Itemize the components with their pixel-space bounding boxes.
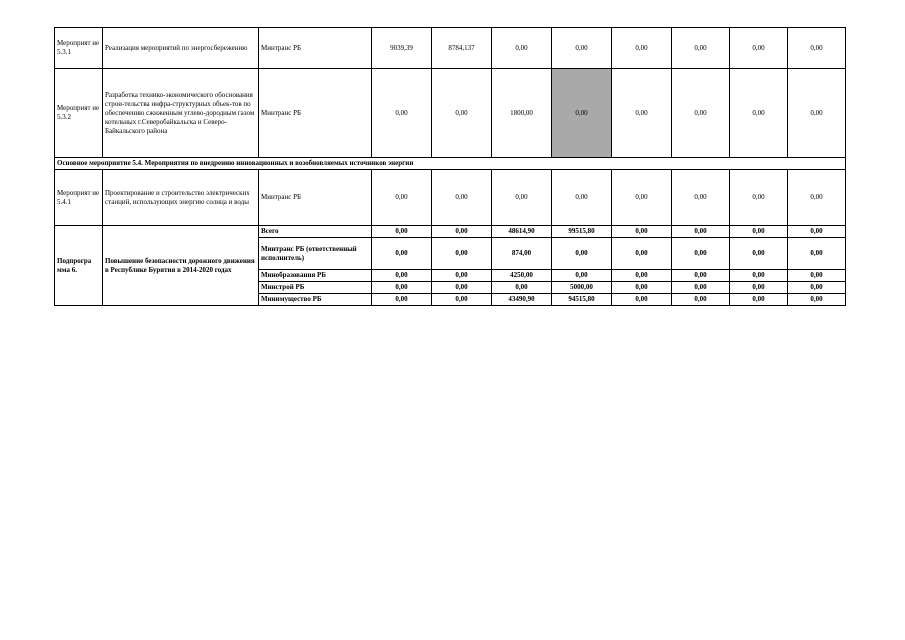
value-cell: 0,00 — [672, 270, 730, 282]
value-cell: 0,00 — [788, 226, 846, 238]
value-cell: 0,00 — [432, 170, 492, 226]
value-cell: 0,00 — [612, 238, 672, 270]
executor: Минимущество РБ — [259, 294, 372, 306]
value-cell: 99515,80 — [552, 226, 612, 238]
value-cell: 43490,90 — [492, 294, 552, 306]
value-cell: 0,00 — [730, 294, 788, 306]
table-row — [55, 170, 846, 226]
value-cell: 0,00 — [432, 294, 492, 306]
value-cell: 874,00 — [492, 238, 552, 270]
value-cell: 0,00 — [730, 28, 788, 69]
value-cell: 0,00 — [788, 238, 846, 270]
value-cell: 0,00 — [672, 282, 730, 294]
value-cell: 0,00 — [612, 28, 672, 69]
value-cell: 0,00 — [492, 28, 552, 69]
value-cell: 9039,39 — [372, 28, 432, 69]
value-cell: 0,00 — [672, 170, 730, 226]
value-cell: 0,00 — [612, 294, 672, 306]
value-cell: 0,00 — [372, 294, 432, 306]
value-cell: 4250,00 — [492, 270, 552, 282]
value-cell: 0,00 — [372, 282, 432, 294]
value-cell: 0,00 — [552, 270, 612, 282]
budget-table — [54, 27, 846, 306]
value-cell: 1800,00 — [492, 69, 552, 158]
value-cell: 0,00 — [730, 282, 788, 294]
value-cell: 0,00 — [492, 282, 552, 294]
value-cell: 0,00 — [788, 28, 846, 69]
value-cell: 0,00 — [492, 170, 552, 226]
value-cell: 0,00 — [372, 170, 432, 226]
value-cell: 0,00 — [612, 282, 672, 294]
executor: Минтранс РБ — [259, 28, 372, 69]
value-cell: 0,00 — [730, 170, 788, 226]
value-cell: 48614,90 — [492, 226, 552, 238]
value-cell: 0,00 — [372, 226, 432, 238]
value-cell: 0,00 — [432, 69, 492, 158]
value-cell: 0,00 — [672, 294, 730, 306]
value-cell: 0,00 — [672, 226, 730, 238]
value-cell: 0,00 — [612, 69, 672, 158]
table-row — [55, 226, 846, 238]
highlighted-value-cell: 0,00 — [552, 69, 612, 158]
executor: Минтранс РБ (ответственный исполнитель) — [259, 238, 372, 270]
value-cell: 0,00 — [552, 238, 612, 270]
value-cell: 0,00 — [730, 238, 788, 270]
value-cell: 0,00 — [552, 28, 612, 69]
value-cell: 0,00 — [730, 270, 788, 282]
section-title: Основное мероприятие 5.4. Мероприятия по внедрению инновационных и возобновляемых источников энергии — [55, 158, 846, 170]
value-cell: 0,00 — [612, 226, 672, 238]
value-cell: 0,00 — [788, 170, 846, 226]
value-cell: 0,00 — [432, 282, 492, 294]
measure-code: Мероприят ие 5.3.1 — [55, 28, 103, 69]
table-row — [55, 69, 846, 158]
value-cell: 5000,00 — [552, 282, 612, 294]
measure-code: Мероприят ие 5.4.1 — [55, 170, 103, 226]
value-cell: 0,00 — [672, 238, 730, 270]
measure-code: Мероприят ие 5.3.2 — [55, 69, 103, 158]
measure-name: Реализация мероприятий по энергосбережению — [103, 28, 259, 69]
executor: Минобразования РБ — [259, 270, 372, 282]
value-cell: 0,00 — [730, 226, 788, 238]
value-cell: 0,00 — [432, 226, 492, 238]
measure-name: Проектирование и строительство электрических станций, использующих энергию солнца и воды — [103, 170, 259, 226]
value-cell: 0,00 — [672, 69, 730, 158]
value-cell: 0,00 — [730, 69, 788, 158]
executor: Всего — [259, 226, 372, 238]
value-cell: 0,00 — [788, 282, 846, 294]
value-cell: 94515,80 — [552, 294, 612, 306]
executor: Минстрой РБ — [259, 282, 372, 294]
executor: Минтранс РБ — [259, 69, 372, 158]
value-cell: 0,00 — [612, 270, 672, 282]
subprogram-code: Подпрогра мма 6. — [55, 226, 103, 306]
value-cell: 0,00 — [372, 69, 432, 158]
value-cell: 0,00 — [552, 170, 612, 226]
section-row — [55, 158, 846, 170]
value-cell: 0,00 — [372, 238, 432, 270]
value-cell: 0,00 — [788, 69, 846, 158]
measure-name: Разработка технико-экономического обоснования строи-тельства инфра-структурных объек-тов по обеспечению сжиженным углево-дородным газом котельных г.Северобайкальска и Северо-Байкальского района — [103, 69, 259, 158]
value-cell: 0,00 — [432, 238, 492, 270]
value-cell: 0,00 — [372, 270, 432, 282]
executor: Минтранс РБ — [259, 170, 372, 226]
subprogram-name: Повышение безопасности дорожного движения в Республике Бурятия в 2014-2020 годах — [103, 226, 259, 306]
value-cell: 0,00 — [788, 294, 846, 306]
value-cell: 0,00 — [432, 270, 492, 282]
value-cell: 8784,137 — [432, 28, 492, 69]
value-cell: 0,00 — [788, 270, 846, 282]
value-cell: 0,00 — [672, 28, 730, 69]
table-row — [55, 28, 846, 69]
value-cell: 0,00 — [612, 170, 672, 226]
